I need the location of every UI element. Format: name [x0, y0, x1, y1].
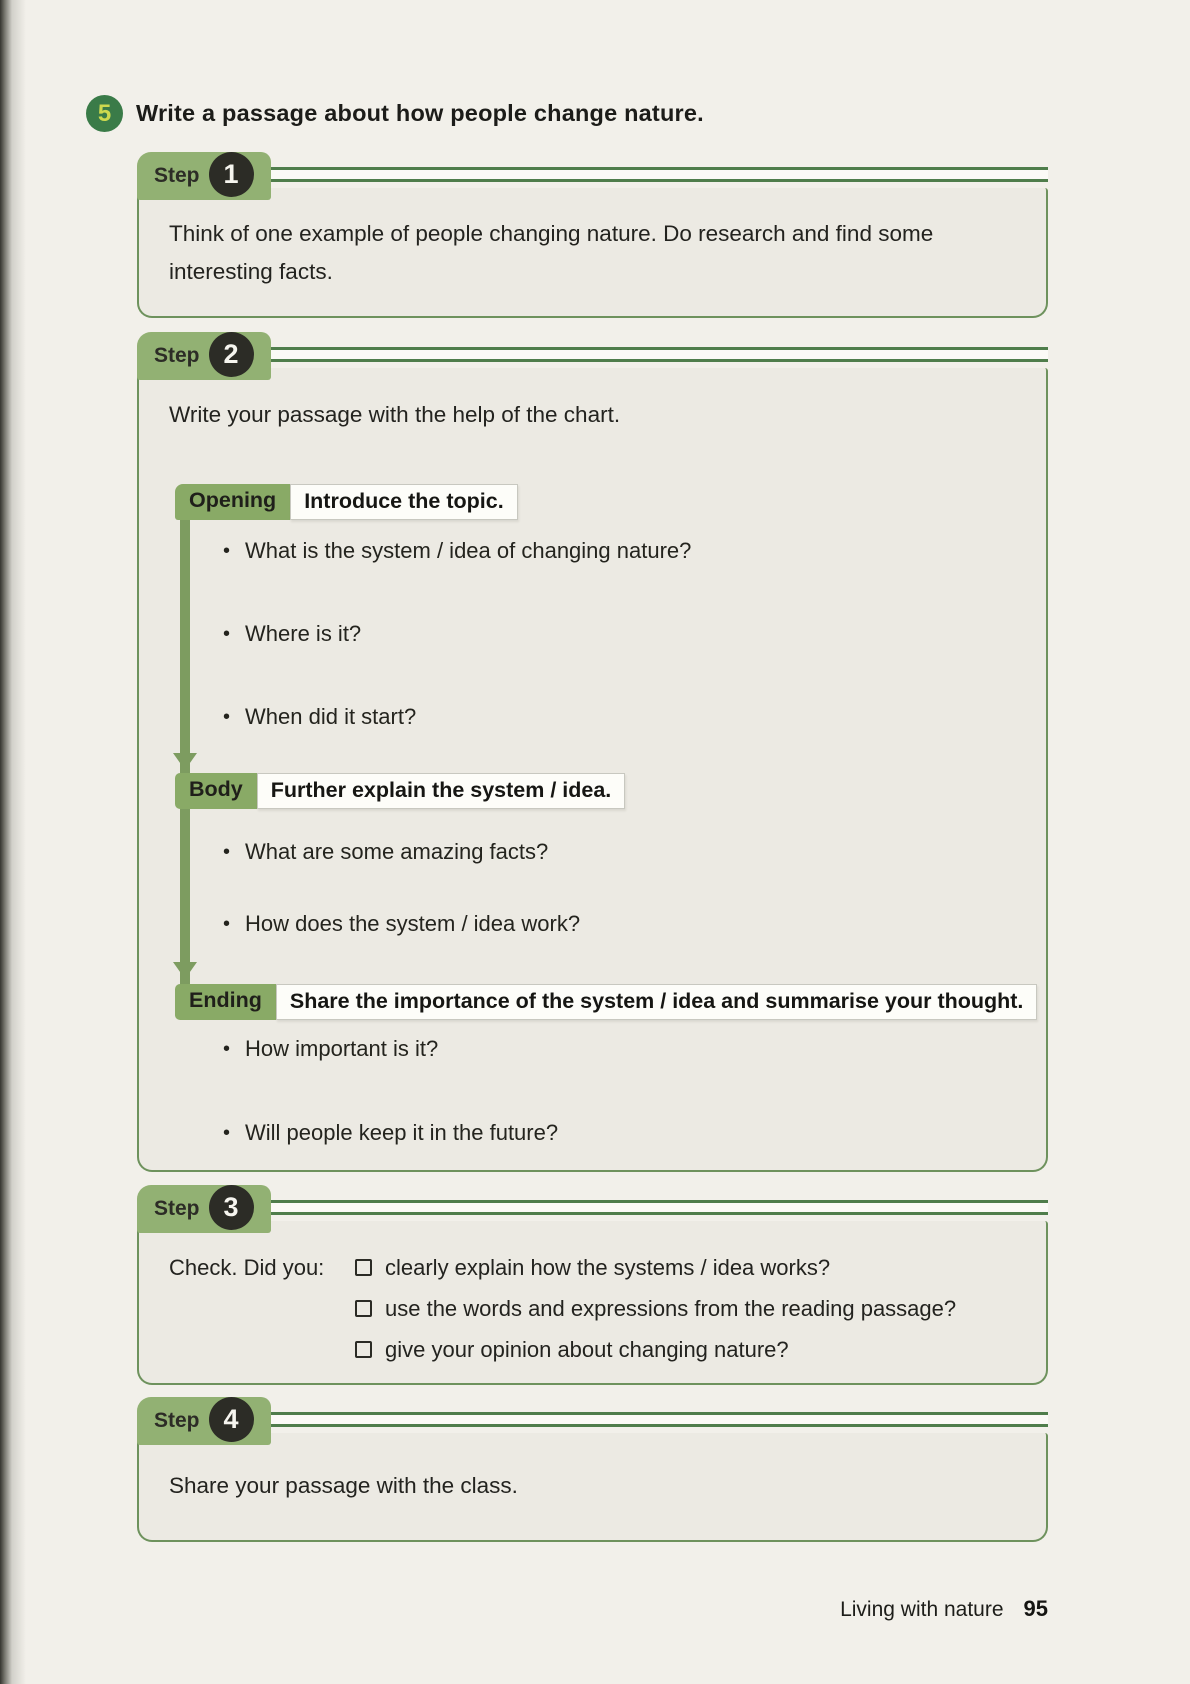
- step-2-tab: [137, 332, 271, 380]
- step-1-box: [137, 188, 1048, 318]
- step-label: Step: [154, 1409, 200, 1432]
- step-2-section: [137, 332, 1048, 1172]
- page-spine-shadow: [0, 0, 26, 1684]
- question-text: What are some amazing facts?: [245, 839, 549, 864]
- checklist-row: [169, 1255, 1026, 1281]
- bullet-icon: •: [223, 706, 231, 728]
- step-label: Step: [154, 1197, 200, 1220]
- checkbox-icon: [355, 1341, 372, 1358]
- step-number-circle: 4: [209, 1397, 254, 1442]
- question-text: Will people keep it in the future?: [245, 1120, 559, 1145]
- bullet-icon: •: [223, 1122, 231, 1144]
- step-1-tab: [137, 152, 271, 200]
- step-2-header: [137, 332, 1048, 368]
- step-label: Step: [154, 344, 200, 367]
- step-4-instruction: Share your passage with the class.: [169, 1473, 518, 1498]
- chart-question: [175, 911, 1016, 938]
- checklist-row: [355, 1337, 1026, 1363]
- checkbox-icon: [355, 1300, 372, 1317]
- checklist-item-text: use the words and expressions from the reading passage?: [385, 1296, 957, 1321]
- checkbox-icon: [355, 1259, 372, 1276]
- question-text: How important is it?: [245, 1036, 439, 1061]
- step-header-band: [259, 1200, 1048, 1215]
- step-1-instruction: Think of one example of people changing nature. Do research and find some interesting facts.: [169, 221, 934, 284]
- checklist-item: [355, 1296, 956, 1322]
- step-4-tab: [137, 1397, 271, 1445]
- step-1-header: [137, 152, 1048, 188]
- bullet-icon: •: [223, 540, 231, 562]
- writing-chart: [175, 484, 1024, 1147]
- chart-question: [175, 538, 1016, 565]
- chart-question: [175, 1120, 1016, 1147]
- chart-question: [175, 1036, 1016, 1063]
- chart-question: [175, 621, 1016, 648]
- chart-section-opening: [175, 484, 1016, 520]
- section-description: Introduce the topic.: [290, 484, 517, 520]
- step-number-circle: 3: [209, 1185, 254, 1230]
- section-description: Further explain the system / idea.: [257, 773, 626, 809]
- checklist-prompt: Check. Did you:: [169, 1255, 325, 1280]
- step-header-band: [259, 347, 1048, 362]
- step-header-band: [259, 1412, 1048, 1427]
- arrow-down-icon: [173, 753, 197, 770]
- activity-number-badge: 5: [86, 95, 123, 132]
- bullet-icon: •: [223, 1038, 231, 1060]
- step-3-tab: [137, 1185, 271, 1233]
- question-text: What is the system / idea of changing nature?: [245, 538, 692, 563]
- checklist-item-text: give your opinion about changing nature?: [385, 1337, 789, 1362]
- chart-section-ending: [175, 984, 1024, 1020]
- step-number-circle: 2: [209, 332, 254, 377]
- step-3-section: [137, 1185, 1048, 1385]
- chart-question: [175, 704, 1016, 731]
- bullet-icon: •: [223, 841, 231, 863]
- chart-question: [175, 839, 1016, 866]
- question-text: How does the system / idea work?: [245, 911, 581, 936]
- page-number: 95: [1023, 1596, 1048, 1621]
- step-2-box: [137, 368, 1048, 1172]
- step-number-circle: 1: [209, 152, 254, 197]
- question-text: When did it start?: [245, 704, 417, 729]
- step-header-band: [259, 167, 1048, 182]
- checklist-row: [355, 1296, 1026, 1322]
- chart-section-body: [175, 773, 1016, 809]
- section-name-tag: Ending: [175, 984, 276, 1020]
- step-3-header: [137, 1185, 1048, 1221]
- step-4-section: [137, 1397, 1048, 1542]
- section-name-tag: Body: [175, 773, 257, 809]
- step-2-instruction: Write your passage with the help of the chart.: [169, 402, 621, 427]
- question-text: Where is it?: [245, 621, 362, 646]
- activity-title: Write a passage about how people change nature.: [136, 100, 704, 126]
- activity-header: [86, 95, 704, 132]
- chapter-title: Living with nature: [840, 1598, 1004, 1621]
- section-description: Share the importance of the system / idea and summarise your thought.: [276, 984, 1038, 1020]
- checklist-item: [355, 1255, 830, 1281]
- step-4-box: [137, 1433, 1048, 1542]
- step-3-box: [137, 1221, 1048, 1385]
- section-name-tag: Opening: [175, 484, 290, 520]
- step-4-header: [137, 1397, 1048, 1433]
- page-footer: [840, 1596, 1048, 1622]
- checklist-item: [355, 1337, 789, 1363]
- step-1-section: [137, 152, 1048, 318]
- bullet-icon: •: [223, 623, 231, 645]
- arrow-down-icon: [173, 962, 197, 979]
- checklist-item-text: clearly explain how the systems / idea works?: [385, 1255, 831, 1280]
- step-label: Step: [154, 164, 200, 187]
- bullet-icon: •: [223, 913, 231, 935]
